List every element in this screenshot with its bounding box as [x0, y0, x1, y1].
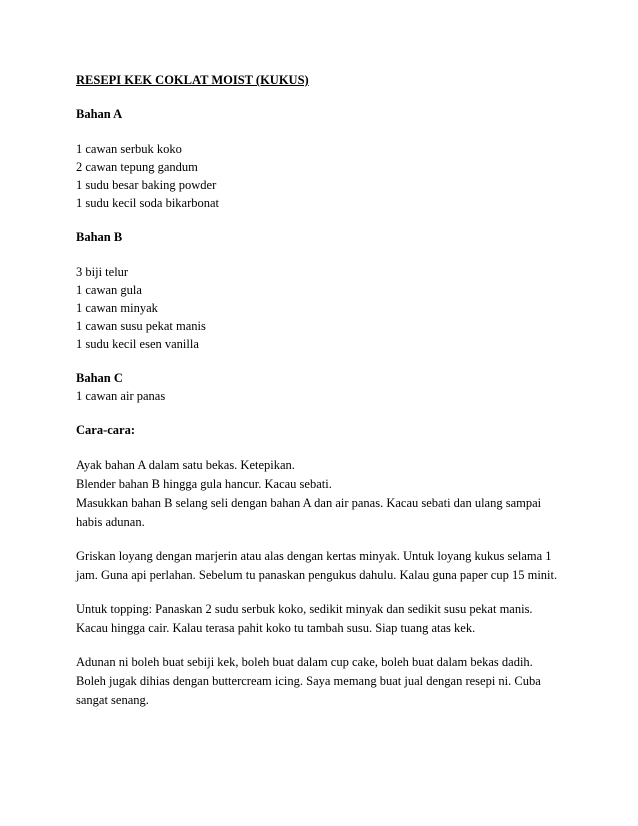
document-page	[76, 72, 576, 725]
ingredient-list-bahan-a	[76, 140, 576, 212]
ingredient-item: 1 cawan air panas	[76, 389, 166, 403]
method-line: Masukkan bahan B selang seli dengan bahan A dan air panas. Kacau sebati dan ulang sampai	[76, 496, 542, 510]
method-line: jam. Guna api perlahan. Sebelum tu panaskan pengukus dahulu. Kalau guna paper cup 15 minit.	[76, 568, 558, 582]
ingredient-item: 1 cawan serbuk koko	[76, 142, 182, 156]
method-line: Ayak bahan A dalam satu bekas. Ketepikan.	[76, 458, 295, 472]
method-line: sangat senang.	[76, 693, 149, 707]
method-line: Untuk topping: Panaskan 2 sudu serbuk koko, sedikit minyak dan sedikit susu pekat manis.	[76, 602, 533, 616]
method-paragraph	[76, 600, 576, 638]
ingredient-item: 2 cawan tepung gandum	[76, 160, 198, 174]
method-paragraph	[76, 547, 576, 585]
ingredient-list-bahan-c	[76, 387, 576, 405]
method-paragraph	[76, 653, 576, 710]
section-heading-bahan-c: Bahan C	[76, 371, 123, 385]
ingredient-item: 1 cawan minyak	[76, 301, 158, 315]
method-line: Kacau hingga cair. Kalau terasa pahit koko tu tambah susu. Siap tuang atas kek.	[76, 621, 476, 635]
section-heading-cara: Cara-cara:	[76, 423, 135, 437]
ingredient-item: 1 sudu besar baking powder	[76, 178, 217, 192]
method-line: Boleh jugak dihias dengan buttercream icing. Saya memang buat jual dengan resepi ni. Cuba	[76, 674, 541, 688]
recipe-title: RESEPI KEK COKLAT MOIST (KUKUS)	[76, 73, 309, 87]
ingredient-item: 1 cawan gula	[76, 283, 142, 297]
ingredient-item: 3 biji telur	[76, 265, 129, 279]
method-line: Blender bahan B hingga gula hancur. Kacau sebati.	[76, 477, 332, 491]
ingredient-item: 1 sudu kecil soda bikarbonat	[76, 196, 220, 210]
section-heading-bahan-b: Bahan B	[76, 230, 123, 244]
ingredient-list-bahan-b	[76, 263, 576, 353]
method-line: Adunan ni boleh buat sebiji kek, boleh buat dalam cup cake, boleh buat dalam bekas dadih.	[76, 655, 533, 669]
method-paragraph	[76, 456, 576, 532]
method-line: Griskan loyang dengan marjerin atau alas dengan kertas minyak. Untuk loyang kukus selama 1	[76, 549, 552, 563]
ingredient-item: 1 cawan susu pekat manis	[76, 319, 206, 333]
section-heading-bahan-a: Bahan A	[76, 107, 123, 121]
method-line: habis adunan.	[76, 515, 145, 529]
ingredient-item: 1 sudu kecil esen vanilla	[76, 337, 199, 351]
